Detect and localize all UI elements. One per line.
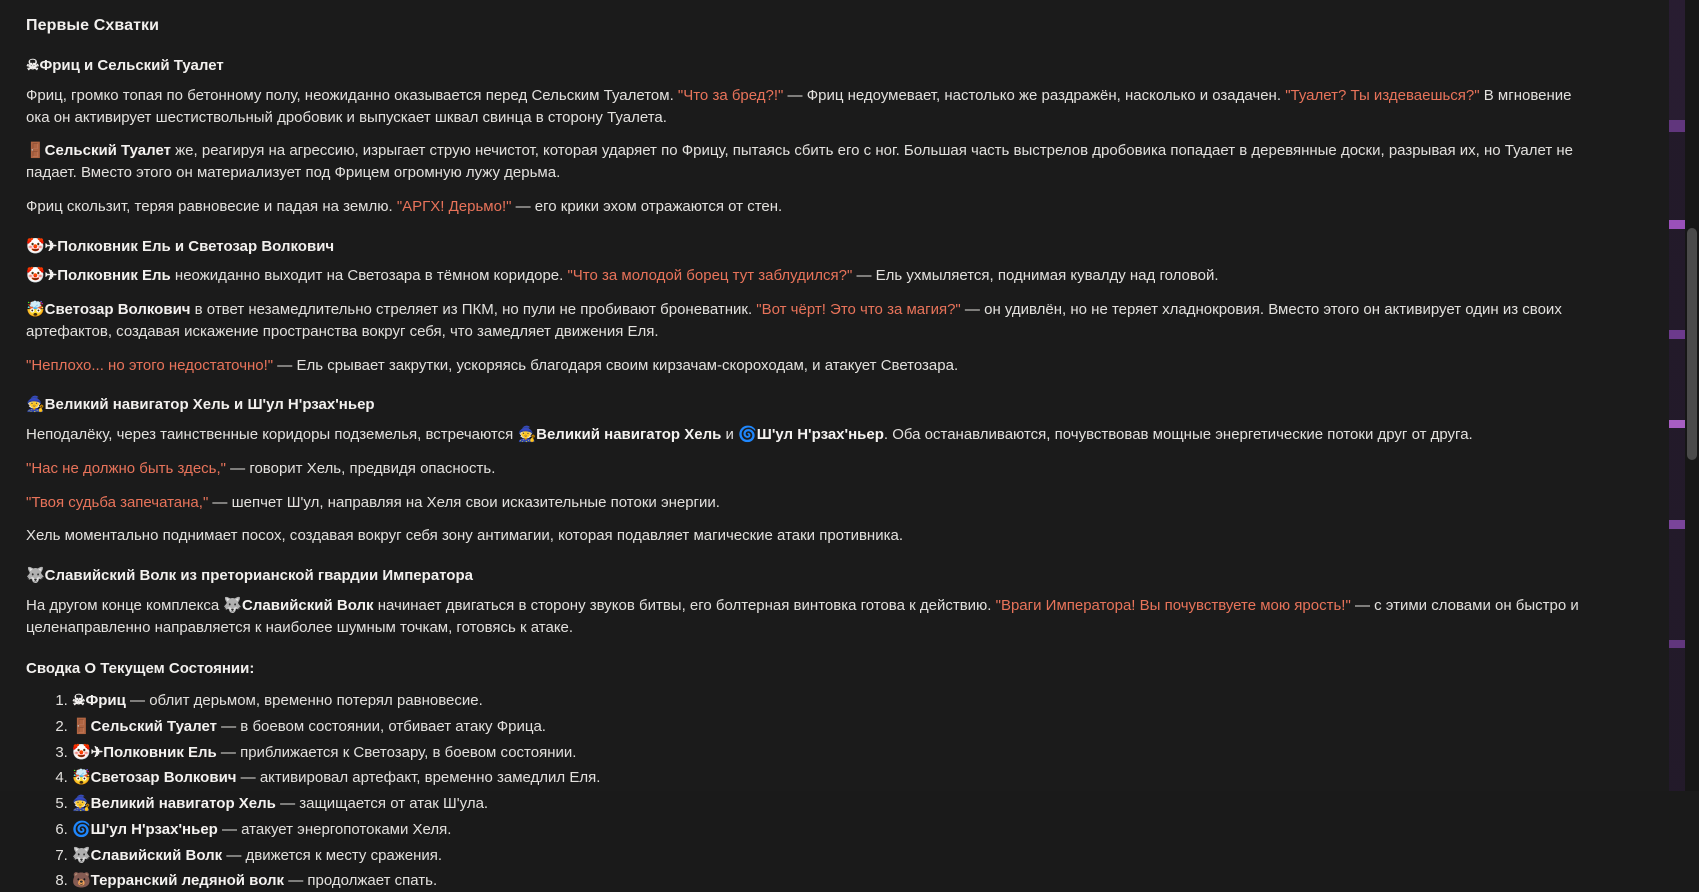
paragraph	[26, 492, 1586, 514]
section-heading: 🐺Славийский Волк из преторианской гвардии Императора	[26, 567, 473, 585]
text-run: — движется к месту сражения.	[222, 846, 443, 864]
text-run: — с этими словами он быстро и целенаправленно направляется к наиболее шумным точкам, готовясь к атаке.	[26, 596, 1579, 636]
text-run: — атакует энергопотоками Хеля.	[217, 820, 452, 838]
character-name: 🐺Славийский Волк	[223, 596, 374, 614]
character-name: 🧙Великий навигатор Хель	[72, 795, 276, 813]
summary-item	[72, 767, 1586, 789]
paragraph	[26, 299, 1586, 343]
section-heading: ☠Фриц и Сельский Туалет	[26, 57, 224, 75]
text-run: Фриц скользит, теряя равновесие и падая на землю.	[26, 197, 397, 215]
scrollbar-thumb[interactable]	[1687, 228, 1697, 460]
summary-item	[72, 690, 1586, 712]
dialogue-quote: "Неплохо... но этого недостаточно!"	[26, 356, 274, 374]
scrollbar-track[interactable]	[1685, 0, 1699, 791]
dialogue-quote: "Что за молодой борец тут заблудился?"	[567, 267, 853, 285]
dialogue-quote: "Твоя судьба запечатана,"	[26, 493, 209, 511]
text-run: — Ель ухмыляется, поднимая кувалду над головой.	[852, 267, 1219, 285]
section-heading: 🤡✈Полковник Ель и Светозар Волкович	[26, 237, 335, 255]
character-name: 🚪Сельский Туалет	[26, 142, 171, 160]
summary-item	[72, 845, 1586, 867]
dialogue-quote: "Туалет? Ты издеваешься?"	[1285, 86, 1480, 104]
text-run: — в боевом состоянии, отбивает атаку Фрица.	[216, 717, 546, 735]
text-run: Хель моментально поднимает посох, создавая вокруг себя зону антимагии, которая подавляет магические атаки противника.	[26, 527, 903, 545]
text-run: — защищается от атак Ш'ула.	[275, 795, 489, 813]
character-name: 🤡✈Полковник Ель	[26, 267, 171, 285]
adjacent-window-edge	[1669, 0, 1685, 791]
text-run: В мгновение ока он активирует шестиствольный дробовик и выпускает шквал свинца в сторону Туалета.	[26, 86, 1572, 126]
text-run: — активировал артефакт, временно замедлил Еля.	[236, 769, 601, 787]
text-run: — он удивлён, но не теряет хладнокровия. Вместо этого он активирует один из своих артефактов, создавая искажение пространства вокруг себя, что замедляет движения Еля.	[26, 301, 1562, 340]
dialogue-quote: "Что за бред?!"	[677, 86, 784, 104]
page-title: Первые Схватки	[26, 17, 160, 34]
text-run: — продолжает спать.	[284, 872, 438, 890]
character-name: ☠Фриц	[72, 692, 126, 710]
summary-title: Сводка О Текущем Состоянии:	[26, 660, 255, 678]
dialogue-quote: "Враги Императора! Вы почувствуете мою ярость!"	[995, 596, 1351, 614]
text-run: — говорит Хель, предвидя опасность.	[225, 459, 496, 477]
character-name: 🚪Сельский Туалет	[72, 717, 217, 735]
summary-list	[26, 690, 1586, 892]
summary-item	[72, 819, 1586, 841]
text-run: — его крики эхом отражаются от стен.	[511, 197, 783, 215]
text-run: неожиданно выходит на Светозара в тёмном коридоре.	[170, 267, 568, 285]
text-run: Неподалёку, через таинственные коридоры подземелья, встречаются	[26, 426, 518, 444]
text-run: же, реагируя на агрессию, изрыгает струю нечистот, которая ударяет по Фрицу, пытаясь сбить его с ног. Большая часть выстрелов дробовика попадает в деревянные доски, разрывая их, но Туалет не падает. Вместо этого он материализует под Фрицем огромную лужу дерьма.	[26, 142, 1574, 182]
text-run: — Ель срывает закрутки, ускоряясь благодаря своим кирзачам-скороходам, и атакует Светозара.	[273, 356, 959, 374]
summary-item	[72, 870, 1586, 892]
character-name: 🐺Славийский Волк	[72, 846, 223, 864]
text-run: Фриц, громко топая по бетонному полу, неожиданно оказывается перед Сельским Туалетом.	[26, 86, 678, 104]
document-content	[26, 14, 1586, 892]
text-run: — Фриц недоумевает, настолько же раздражён, насколько и озадачен.	[783, 86, 1286, 104]
text-run: начинает двигаться в сторону звуков битвы, его болтерная винтовка готова к действию.	[373, 596, 996, 614]
text-run: — шепчет Ш'ул, направляя на Хеля свои исказительные потоки энергии.	[208, 493, 720, 511]
summary-item	[72, 742, 1586, 764]
text-run: в ответ незамедлительно стреляет из ПКМ, но пули не пробивают броневатник.	[190, 301, 757, 319]
text-run: — приближается к Светозару, в боевом состоянии.	[216, 743, 577, 761]
paragraph	[26, 424, 1586, 446]
dialogue-quote: "Нас не должно быть здесь,"	[26, 459, 226, 477]
character-name: 🤡✈Полковник Ель	[72, 743, 217, 761]
paragraph	[26, 595, 1586, 639]
text-run: — облит дерьмом, временно потерял равновесие.	[125, 692, 483, 710]
paragraph	[26, 140, 1586, 184]
paragraph	[26, 196, 1586, 218]
character-name: 🧙Великий навигатор Хель	[517, 426, 722, 444]
dialogue-quote: "Вот чёрт! Это что за магия?"	[756, 301, 961, 319]
summary-item	[72, 793, 1586, 815]
character-name: 🐻Терранский ледяной волк	[72, 872, 285, 890]
text-run: . Оба останавливаются, почувствовав мощные энергетические потоки друг от друга.	[883, 426, 1473, 444]
paragraph	[26, 85, 1586, 129]
character-name: 🌀Ш'ул Н'рзах'ньер	[72, 820, 218, 838]
character-name: 🤯Светозар Волкович	[26, 301, 191, 319]
character-name: 🌀Ш'ул Н'рзах'ньер	[738, 426, 884, 444]
dialogue-quote: "АРГХ! Дерьмо!"	[396, 197, 512, 215]
character-name: 🤯Светозар Волкович	[72, 769, 237, 787]
section-list	[26, 55, 1586, 638]
summary-item	[72, 716, 1586, 738]
text-run: На другом конце комплекса	[26, 596, 224, 614]
text-run: и	[721, 426, 739, 444]
paragraph	[26, 458, 1586, 480]
paragraph	[26, 525, 1586, 547]
paragraph	[26, 355, 1586, 377]
paragraph	[26, 265, 1586, 287]
section-heading: 🧙Великий навигатор Хель и Ш'ул Н'рзах'ньер	[26, 396, 375, 414]
